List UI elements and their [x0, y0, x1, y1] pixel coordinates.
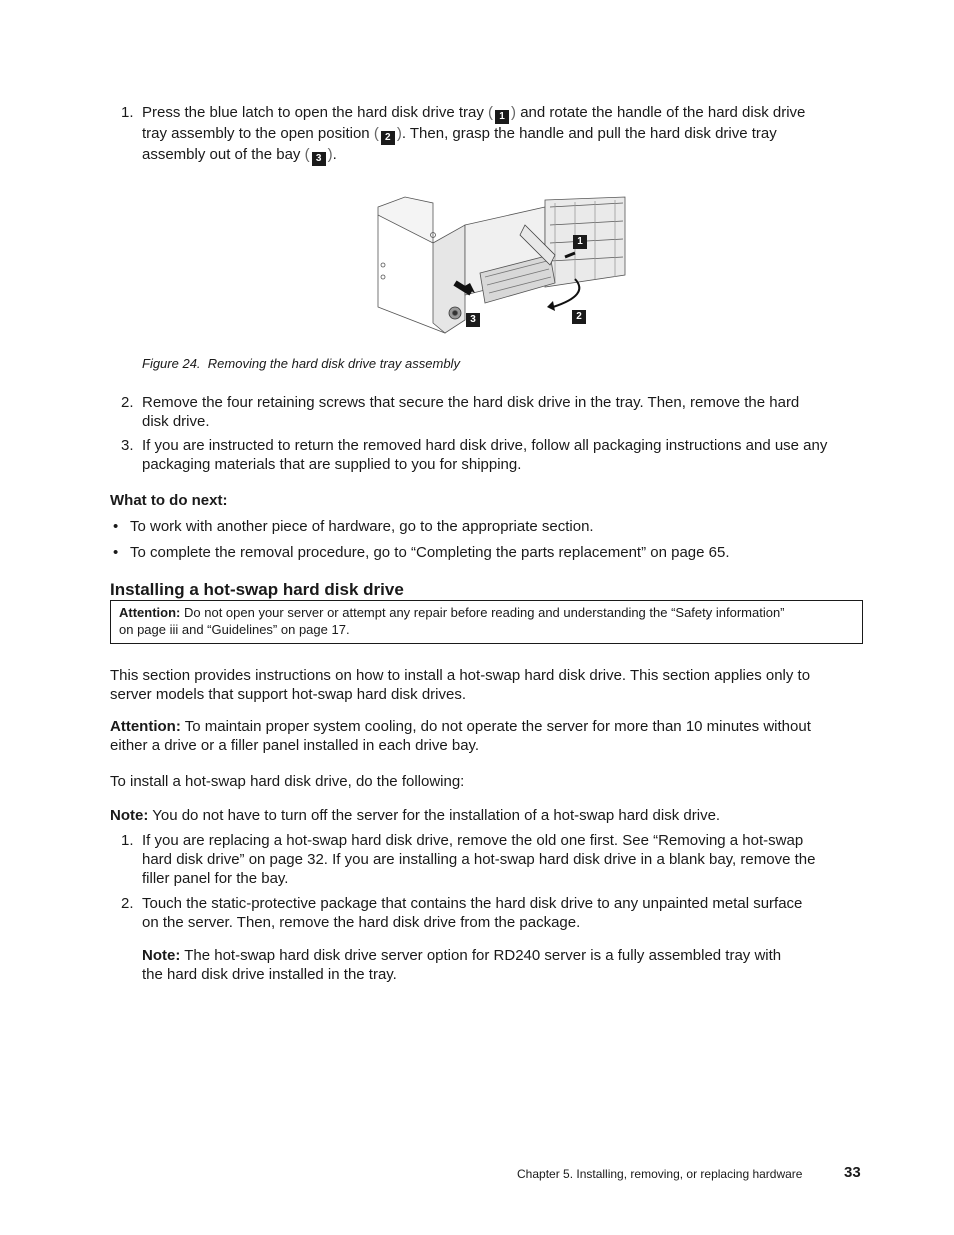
- install-step-1: 1. If you are replacing a hot-swap hard disk drive, remove the old one first. See “Removing a hot-swap hard disk drive” on page 32. If you are installing a hot-swap hard disk drive in a blank bay, remove the filler panel for the bay.: [121, 832, 816, 887]
- figure-hdd-tray-removal: [375, 195, 630, 335]
- step-number: 3.: [121, 437, 134, 454]
- bullet-item: • To work with another piece of hardware, go to the appropriate section.: [113, 518, 594, 535]
- section-heading: Installing a hot-swap hard disk drive: [110, 580, 404, 599]
- step-number: 1.: [121, 104, 134, 121]
- footer-chapter: Chapter 5. Installing, removing, or replacing hardware: [517, 1167, 803, 1181]
- what-to-do-next-heading: What to do next:: [110, 492, 228, 509]
- step-1: [121, 103, 872, 166]
- intro-paragraph: This section provides instructions on how to install a hot-swap hard disk drive. This section applies only to server models that support hot-swap hard disk drives.: [110, 667, 811, 703]
- note-paragraph: Note: You do not have to turn off the server for the installation of a hot-swap hard disk drive.: [110, 807, 721, 824]
- page-number: 33: [844, 1164, 861, 1181]
- bullet-item: • To complete the removal procedure, go to “Completing the parts replacement” on page 65.: [113, 544, 730, 561]
- callout-3: 3: [312, 152, 326, 166]
- figure-caption: Figure 24. Removing the hard disk drive tray assembly: [142, 356, 460, 371]
- figure-callout-3: 3: [466, 313, 480, 327]
- note-paragraph: Note: The hot-swap hard disk drive server option for RD240 server is a fully assembled tray with the hard disk drive installed in the tray.: [142, 947, 782, 983]
- step-text-line: disk drive.: [142, 413, 210, 430]
- attention-paragraph: Attention: To maintain proper system cooling, do not operate the server for more than 10 minutes without either a drive or a filler panel installed in each drive bay.: [110, 718, 811, 754]
- step-text-line: tray assembly to the open position ( 2 ). Then, grasp the handle and pull the hard disk drive tray: [142, 125, 777, 143]
- step-number: 1.: [121, 832, 134, 849]
- step-text-line: assembly out of the bay ( 3 ).: [142, 146, 337, 164]
- callout-2: 2: [381, 131, 395, 145]
- figure-callout-2: 2: [572, 310, 586, 324]
- install-intro: To install a hot-swap hard disk drive, do the following:: [110, 773, 465, 790]
- callout-1: 1: [495, 110, 509, 124]
- step-2: [121, 393, 872, 431]
- step-text-line: If you are instructed to return the removed hard disk drive, follow all packaging instructions and use any: [142, 437, 828, 454]
- install-step-2: 2. Touch the static-protective package that contains the hard disk drive to any unpainted metal surface on the server. Then, remove the hard disk drive from the package.: [121, 895, 803, 931]
- step-number: 2.: [121, 394, 134, 411]
- server-illustration: [375, 195, 630, 335]
- figure-callout-1: 1: [573, 235, 587, 249]
- step-text-line: packaging materials that are supplied to you for shipping.: [142, 456, 522, 473]
- attention-box: Attention: Do not open your server or attempt any repair before reading and understanding the “Safety information” on page iii and “Guidelines” on page 17.: [110, 600, 863, 644]
- step-text-line: Remove the four retaining screws that secure the hard disk drive in the tray. Then, remove the hard: [142, 394, 800, 411]
- step-number: 2.: [121, 895, 134, 912]
- step-text-line: Press the blue latch to open the hard disk drive tray ( 1 ) and rotate the handle of the hard disk drive: [142, 104, 806, 122]
- step-3: [121, 436, 872, 474]
